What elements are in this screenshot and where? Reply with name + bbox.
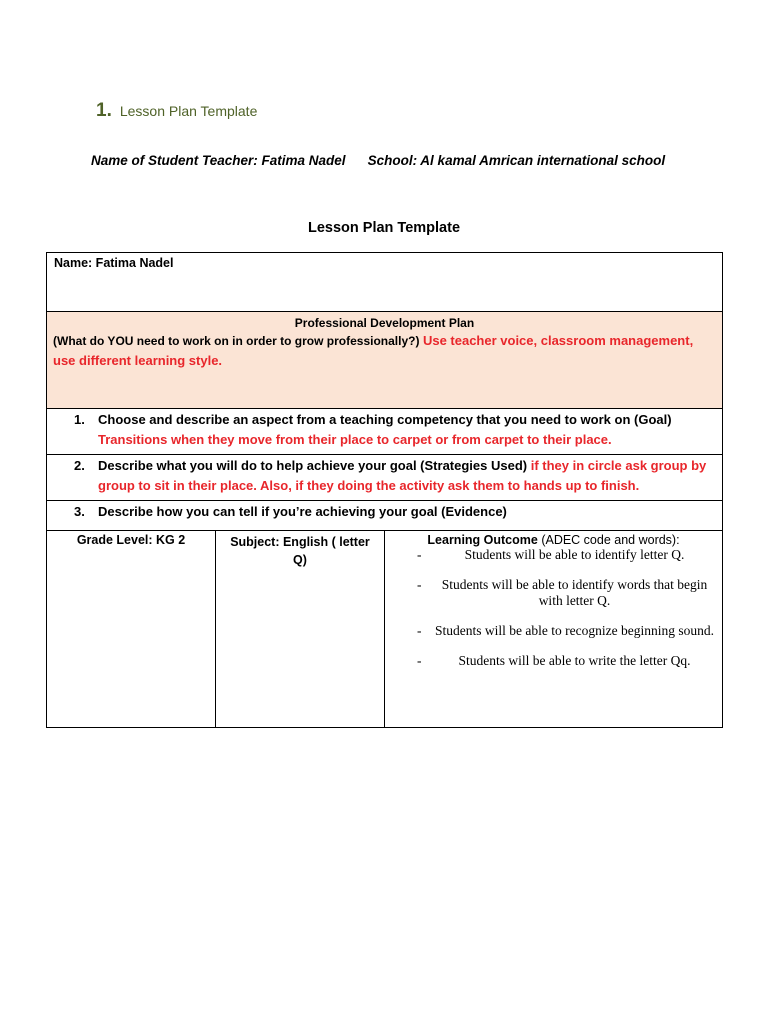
strategies-row xyxy=(47,455,723,501)
learning-outcome-cell xyxy=(385,531,723,728)
school-name: School: Al kamal Amrican international school xyxy=(367,153,666,168)
outcome-text: Students will be able to write the letter Qq. xyxy=(458,653,691,668)
list-item xyxy=(417,547,716,563)
list-item xyxy=(74,502,716,522)
dash-bullet: - xyxy=(417,623,422,638)
item-text: Choose and describe an aspect from a teaching competency that you need to work on (Goal) xyxy=(98,412,672,427)
item-text: Describe how you can tell if you’re achieving your goal (Evidence) xyxy=(98,504,507,519)
pdp-answer: Use teacher voice, classroom management, use different learning style. xyxy=(53,333,694,368)
name-cell xyxy=(47,253,723,312)
subject: Subject: English ( letter Q) xyxy=(230,535,370,567)
item-number: 3. xyxy=(74,504,85,519)
section-title: Lesson Plan Template xyxy=(119,103,258,119)
goal-row xyxy=(47,409,723,455)
item-number: 1. xyxy=(74,412,85,427)
dash-bullet: - xyxy=(417,547,422,562)
item-answer: if they in circle ask group by group to sit in their place. Also, if they doing the activity ask them to hands up to finish. xyxy=(98,458,707,493)
list-item xyxy=(417,577,716,609)
evidence-row xyxy=(47,501,723,531)
professional-development-plan xyxy=(47,312,723,409)
pdp-title: Professional Development Plan xyxy=(294,316,475,330)
grade-level: Grade Level: KG 2 xyxy=(76,533,186,547)
grade-level-cell xyxy=(47,531,216,728)
outcome-title-main: Learning Outcome xyxy=(427,533,538,547)
pdp-question: (What do YOU need to work on in order to grow professionally?) xyxy=(53,334,420,348)
list-item xyxy=(74,410,716,450)
list-item xyxy=(417,623,716,639)
outcome-text: Students will be able to identify letter Q. xyxy=(464,547,685,562)
dash-bullet: - xyxy=(417,653,422,668)
item-number: 2. xyxy=(74,458,85,473)
name-value: Name: Fatima Nadel xyxy=(54,256,174,270)
item-text: Describe what you will do to help achieve your goal (Strategies Used) xyxy=(98,458,528,473)
teacher-school-line xyxy=(91,153,665,168)
outcome-text: Students will be able to identify words that begin with letter Q. xyxy=(441,577,708,608)
subject-cell xyxy=(216,531,385,728)
lesson-plan-table xyxy=(46,252,723,728)
list-item xyxy=(74,456,716,496)
list-item xyxy=(417,653,716,669)
student-teacher-name: Name of Student Teacher: Fatima Nadel xyxy=(91,153,346,168)
outcomes-list xyxy=(385,547,722,669)
outcome-text: Students will be able to recognize beginning sound. xyxy=(435,623,714,638)
page-title: Lesson Plan Template xyxy=(307,220,461,236)
section-number: 1. xyxy=(96,100,112,121)
section-heading xyxy=(96,100,257,122)
learning-outcome-title xyxy=(385,531,722,547)
item-answer: Transitions when they move from their place to carpet or from carpet to their place. xyxy=(98,432,612,447)
dash-bullet: - xyxy=(417,577,422,592)
outcome-title-sub: (ADEC code and words): xyxy=(537,533,680,547)
